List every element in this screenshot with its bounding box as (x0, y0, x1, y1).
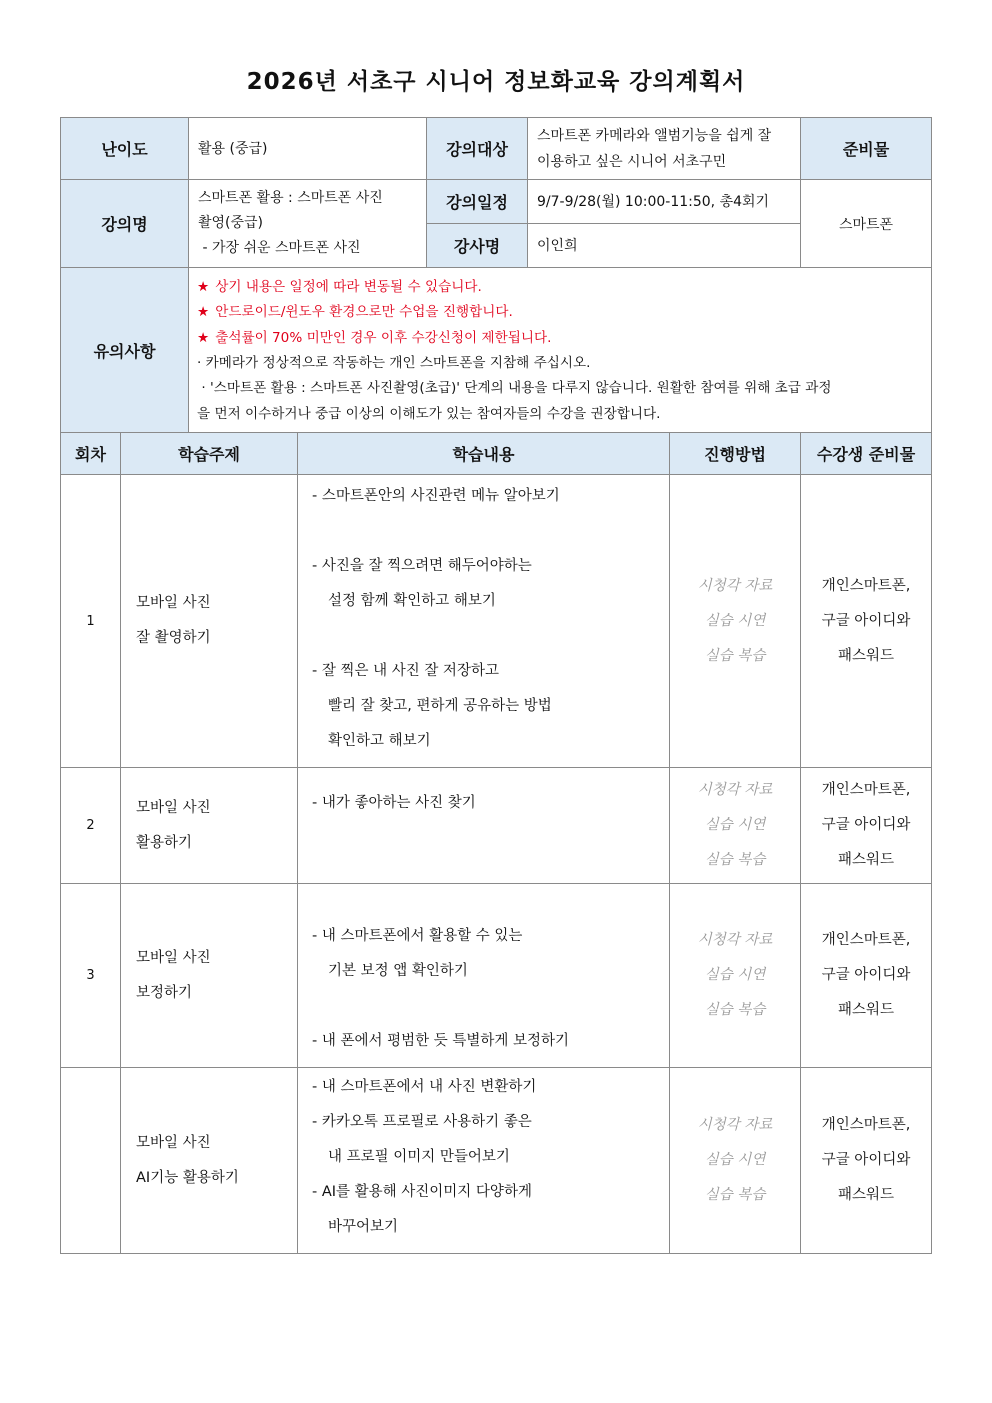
session-number: 3 (61, 884, 121, 1068)
note-item: ★ 상기 내용은 일정에 따라 변동될 수 있습니다. (197, 278, 482, 295)
session-content: - 내가 좋아하는 사진 찾기 (298, 768, 670, 884)
document-title: 2026년 서초구 시니어 정보화교육 강의계획서 (246, 69, 746, 95)
star-icon: ★ (197, 329, 210, 346)
session-method: 시청각 자료 실습 시연 실습 복습 (670, 475, 801, 768)
col-header-topic: 학습주제 (121, 433, 298, 475)
note-item: · '스마트폰 활용 : 스마트폰 사진촬영(초급)' 단계의 내용을 다루지 않습니다. 원활한 참여를 위해 초급 과정 (197, 380, 832, 397)
star-icon: ★ (197, 304, 210, 321)
session-prep: 개인스마트폰, 구글 아이디와 패스워드 (801, 768, 932, 884)
session-topic: 모바일 사진 AI기능 활용하기 (121, 1068, 298, 1254)
lecture-plan-table (60, 117, 932, 1254)
session-topic: 모바일 사진 활용하기 (121, 768, 298, 884)
note-item: ★ 안드로이드/윈도우 환경으로만 수업을 진행합니다. (197, 304, 513, 321)
table-row (61, 1068, 932, 1254)
target-label: 강의대상 (427, 118, 528, 180)
course-name-line: 스마트폰 활용 : 스마트폰 사진 (198, 190, 383, 206)
session-content: - 스마트폰안의 사진관련 메뉴 알아보기 - 사진을 잘 찍으려면 해두어야하는 설정 함께 확인하고 해보기 - 잘 찍은 내 사진 잘 저장하고 빨리 잘 찾고, 편하게 공유하는 방법 확인하고 해보기 (298, 475, 670, 768)
level-value: 활용 (중급) (189, 118, 427, 180)
note-item: 을 먼저 이수하거나 중급 이상의 이해도가 있는 참여자들의 수강을 권장합니다. (197, 405, 661, 422)
supplies-label: 준비물 (801, 118, 932, 180)
notes-content (189, 268, 932, 433)
course-name-label: 강의명 (61, 180, 189, 268)
session-number: 1 (61, 475, 121, 768)
col-header-session: 회차 (61, 433, 121, 475)
session-topic: 모바일 사진 잘 촬영하기 (121, 475, 298, 768)
schedule-label: 강의일정 (427, 180, 528, 224)
session-prep: 개인스마트폰, 구글 아이디와 패스워드 (801, 475, 932, 768)
course-name-value (189, 180, 427, 268)
supplies-value: 스마트폰 (801, 180, 932, 268)
course-name-line: - 가장 쉬운 스마트폰 사진 (198, 240, 361, 256)
session-method: 시청각 자료 실습 시연 실습 복습 (670, 1068, 801, 1254)
target-value-line: 이용하고 싶은 시니어 서초구민 (537, 153, 727, 170)
col-header-prep: 수강생 준비물 (801, 433, 932, 475)
note-item: ★ 출석률이 70% 미만인 경우 이후 수강신청이 제한됩니다. (197, 329, 552, 346)
session-content: - 내 스마트폰에서 내 사진 변환하기 - 카카오톡 프로필로 사용하기 좋은 내 프로필 이미지 만들어보기 - AI를 활용해 사진이미지 다양하게 바꾸어보기 (298, 1068, 670, 1254)
schedule-value: 9/7-9/28(월) 10:00-11:50, 총4회기 (528, 180, 801, 224)
instructor-value: 이인희 (528, 224, 801, 268)
session-content: - 내 스마트폰에서 활용할 수 있는 기본 보정 앱 확인하기 - 내 폰에서 평범한 듯 특별하게 보정하기 (298, 884, 670, 1068)
session-topic: 모바일 사진 보정하기 (121, 884, 298, 1068)
col-header-content: 학습내용 (298, 433, 670, 475)
table-row (61, 768, 932, 884)
star-icon: ★ (197, 278, 210, 295)
session-number: 2 (61, 768, 121, 884)
level-label: 난이도 (61, 118, 189, 180)
session-prep: 개인스마트폰, 구글 아이디와 패스워드 (801, 1068, 932, 1254)
col-header-method: 진행방법 (670, 433, 801, 475)
target-value (528, 118, 801, 180)
target-value-line: 스마트폰 카메라와 앨범기능을 쉽게 잘 (537, 127, 772, 144)
session-number (61, 1068, 121, 1254)
table-row (61, 884, 932, 1068)
table-row (61, 475, 932, 768)
notes-label: 유의사항 (61, 268, 189, 433)
course-name-line: 촬영(중급) (198, 215, 264, 231)
session-method: 시청각 자료 실습 시연 실습 복습 (670, 768, 801, 884)
instructor-label: 강사명 (427, 224, 528, 268)
session-prep: 개인스마트폰, 구글 아이디와 패스워드 (801, 884, 932, 1068)
session-method: 시청각 자료 실습 시연 실습 복습 (670, 884, 801, 1068)
note-item: · 카메라가 정상적으로 작동하는 개인 스마트폰을 지참해 주십시오. (197, 355, 591, 371)
